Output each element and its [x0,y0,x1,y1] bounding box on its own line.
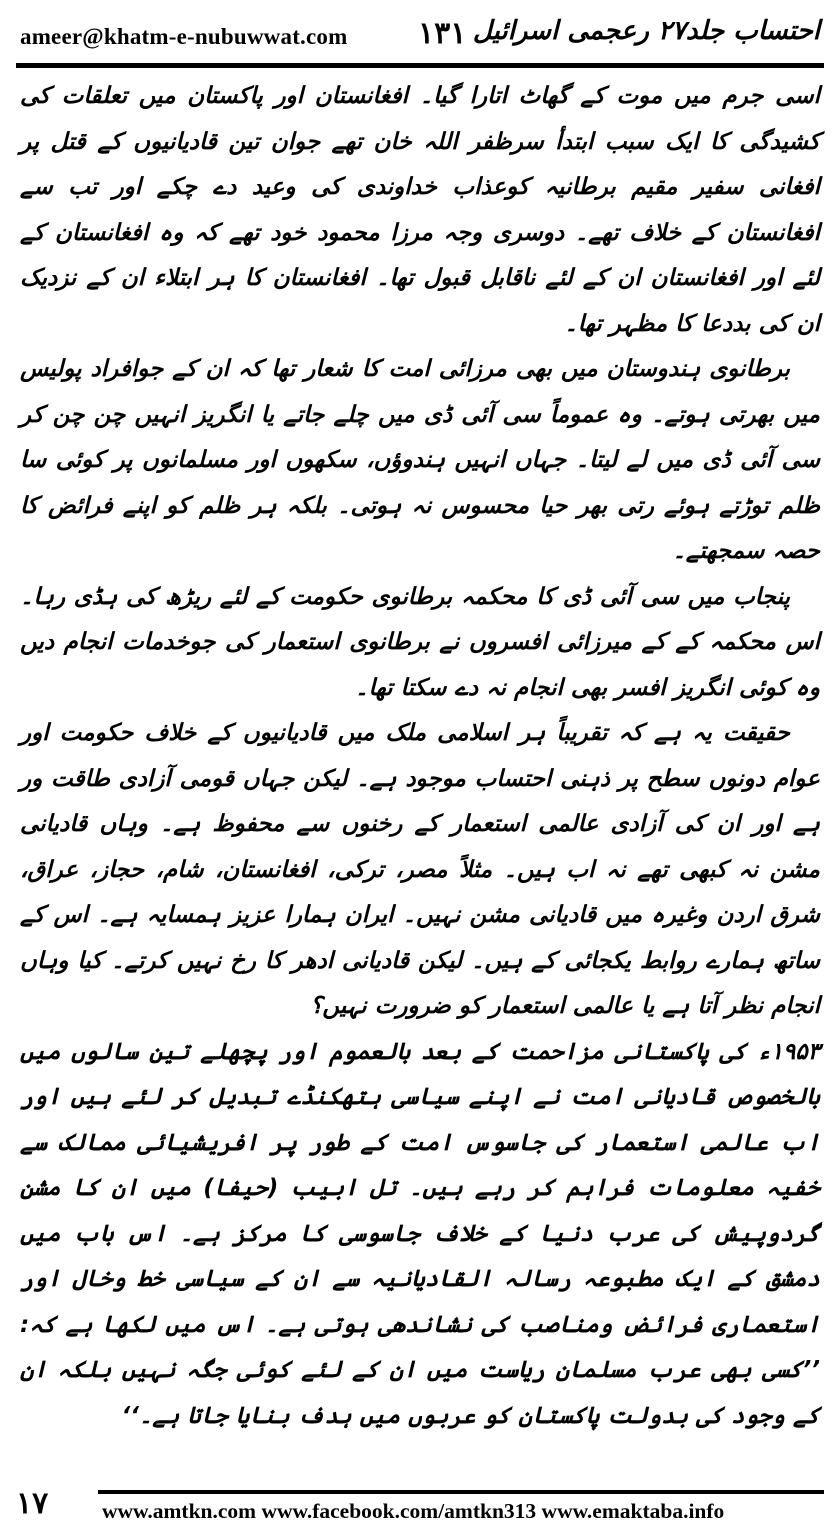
header-email: ameer@khatm-e-nubuwwat.com [20,24,348,49]
header-book-title: احتساب جلد۲۷ رعجمی اسرائیل [472,16,820,46]
paragraph-4: حقیقت یہ ہے کہ تقریباً ہر اسلامی ملک میں قادیانیوں کے خلاف حکومت اور عوام دونوں سطح پر ذہنی احتساب موجود ہے۔ لیکن جہاں قومی آزادی طاقت ور ہے اور ان کی آزادی عالمی استعمار کے رخنوں سے محفوظ ہے۔ وہاں قادیانی مشن نہ کبھی تھے نہ اب ہیں۔ مثلاً مصر، ترکی، افغانستان، شام، حجاز، عراق، شرق اردن وغیرہ میں قادیانی مشن نہیں۔ ایران ہمارا عزیز ہمسایہ ہے۔ اس کے ساتھ ہمارے روابط یکجائی کے ہیں۔ لیکن قادیانی ادھر کا رخ نہیں کرتے۔ کیا وہاں انجام نظر آتا ہے یا عالمی استعمار کو ضرورت نہیں؟ [20,720,820,1019]
footer-page-number: ۱۷ [16,1486,49,1521]
page-body [20,74,820,1439]
footer-divider [98,1490,824,1494]
footer-links: www.amtkn.com www.facebook.com/amtkn313 www.emaktaba.info [102,1499,725,1523]
header-divider [16,63,824,68]
paragraph-3: پنجاب میں سی آئی ڈی کا محکمہ برطانوی حکومت کے لئے ریڑھ کی ہڈی رہا۔ اس محکمہ کے کے میرزائی افسروں نے برطانوی استعمار کی جوخدمات انجام دیں وہ کوئی انگریز افسر بھی انجام نہ دے سکتا تھا۔ [20,583,820,701]
paragraph-2: برطانوی ہندوستان میں بھی مرزائی امت کا شعار تھا کہ ان کے جوافراد پولیس میں بھرتی ہوتے۔ وہ عموماً سی آئی ڈی میں چلے جاتے یا انگریز انہیں چن چن کر سی آئی ڈی میں لے لیتا۔ جہاں انہیں ہندوؤں، سکھوں اور مسلمانوں پر کوئی سا ظلم توڑتے ہوئے رتی بھر حیا محسوس نہ ہوتی۔ بلکہ ہر ظلم کو اپنے فرائض کا حصہ سمجھتے۔ [20,356,820,564]
page-footer [14,1486,826,1532]
paragraph-5: ۱۹۵۳ء کی پاکستانی مزاحمت کے بعد بالعموم اور پچھلے تین سالوں میں بالخصوص قادیانی امت نے اپنے سیاسی ہتھکنڈے تبدیل کر لئے ہیں اور اب عالمی استعمار کی جاسوس امت کے طور پر افریشیائی ممالک سے خفیہ معلومات فراہم کر رہے ہیں۔ تل ابیب (حیفا) میں ان کا مشن گردوپیش کی عرب دنیا کے خلاف جاسوسی کا مرکز ہے۔ اس باب میں دمشق کے ایک مطبوعہ رسالہ القادیانیہ سے ان کے سیاسی خط وخال اور استعماری فرائض ومناصب کی نشاندھی ہوتی ہے۔ اس میں لکھا ہے کہ: ’’کسی بھی عرب مسلمان ریاست میں ان کے لئے کوئی جگہ نہیں بلکہ ان کے وجود کی بدولت پاکستان کو عربوں میں ہدف بنایا جاتا ہے۔‘‘ [20,1038,820,1429]
paragraph-1: اسی جرم میں موت کے گھاٹ اتارا گیا۔ افغانستان اور پاکستان میں تعلقات کی کشیدگی کا ایک سبب ابتدأ سرظفر اللہ خان تھے جوان تین قادیانیوں کے قتل پر افغانی سفیر مقیم برطانیہ کوعذاب خداوندی کی وعید دے چکے اور تب سے افغانستان کے خلاف تھے۔ دوسری وجہ مرزا محمود خود تھے کہ وہ افغانستان کے لئے اور افغانستان ان کے لئے ناقابل قبول تھا۔ افغانستان کا ہر ابتلاء ان کے نزدیک ان کی بددعا کا مظہر تھا۔ [20,83,820,337]
header-page-number: ۱۳۱ [418,16,467,51]
page-header [14,10,826,58]
